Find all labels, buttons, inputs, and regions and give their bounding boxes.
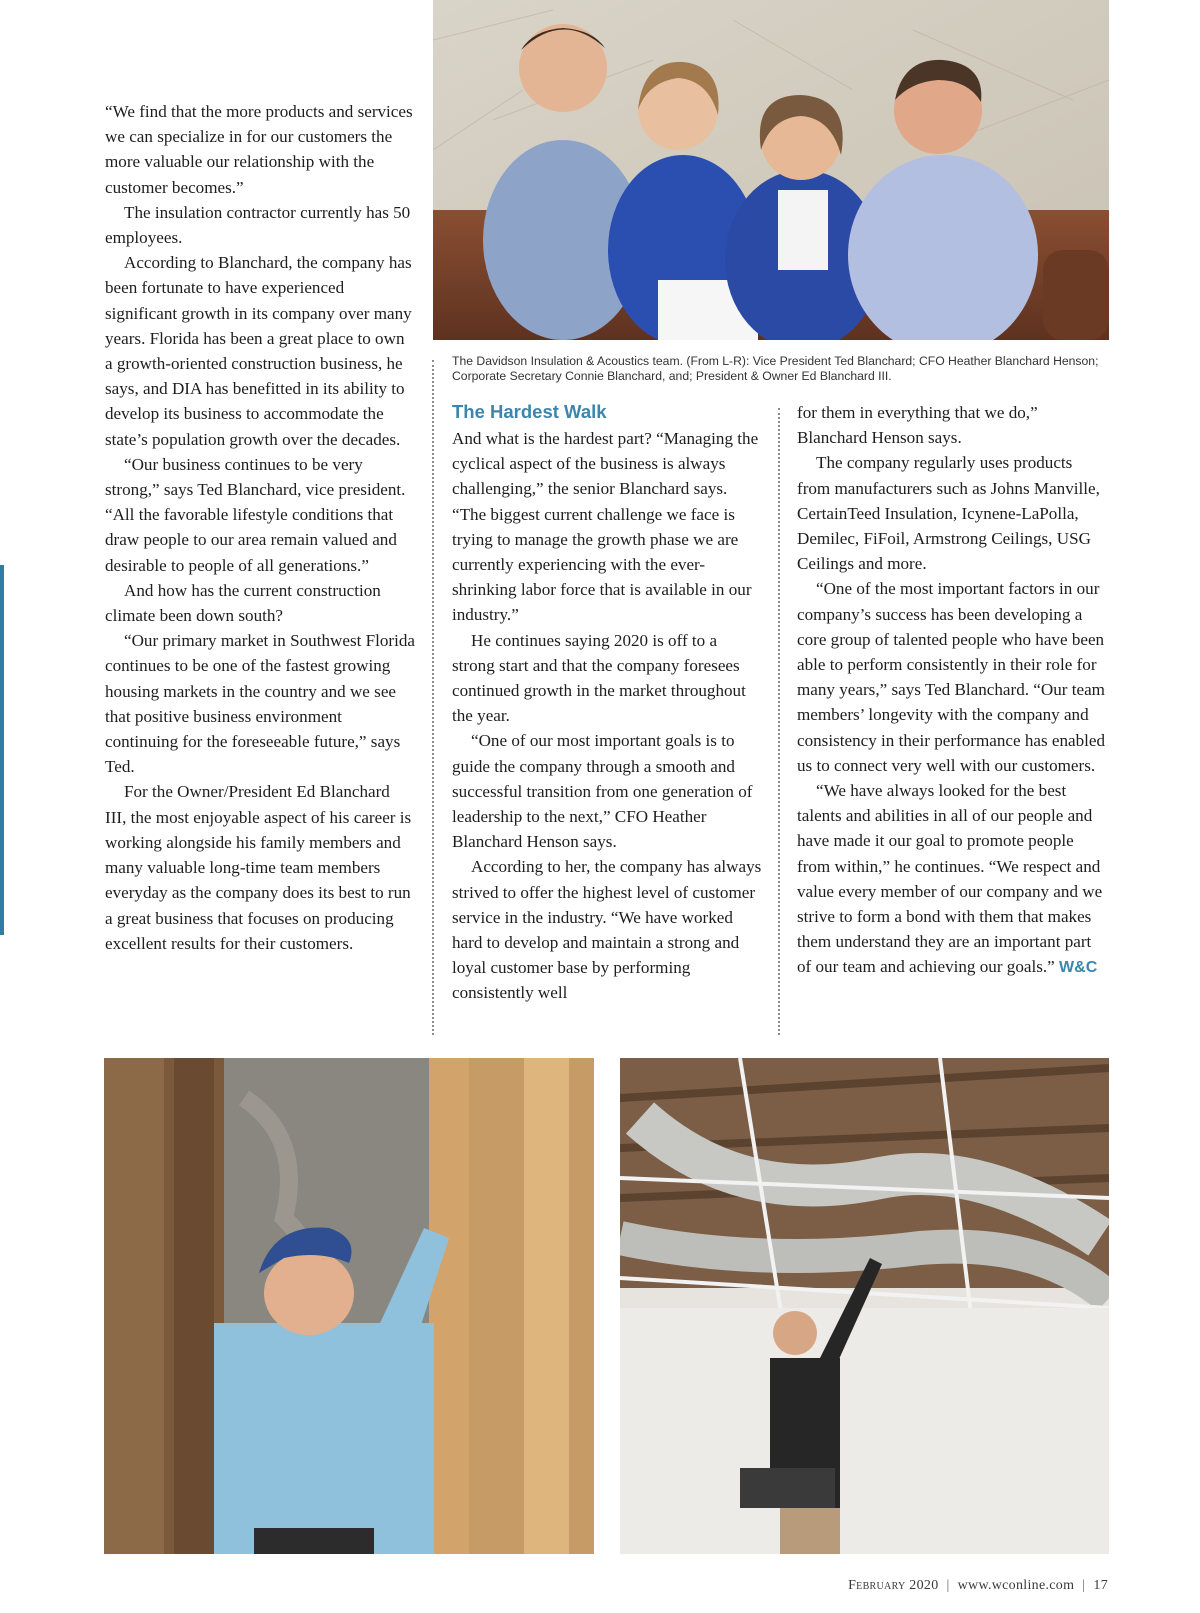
footer-separator: | <box>1082 1578 1086 1593</box>
edge-accent-bar <box>0 565 4 935</box>
paragraph: “One of the most important factors in our company’s success has been developing a core group of talented people who have been able to perform consistently in their role for many years,” says Ted Blanchard. “Our team members’ longevity with the company and consistency in their performance has enabled us to connect very well with our customers. <box>797 579 1106 775</box>
article-column-right <box>797 400 1107 981</box>
website-link[interactable]: www.wconline.com <box>957 1578 1075 1593</box>
paragraph: The insulation contractor currently has 50 employees. <box>105 202 411 248</box>
team-photo-graphic <box>433 0 1109 340</box>
footer-separator: | <box>946 1578 950 1593</box>
column-divider-right <box>778 408 780 1035</box>
article-column-middle <box>452 400 762 1006</box>
team-photo <box>433 0 1109 340</box>
paragraph-text: “We have always looked for the best talents and abilities in all of our people and have made it our goal to promote people from within,” he continues. “We respect and value every member of our company and we strive to form a bond with them that makes them understand they are an important part of our team and achieving our goals.” <box>797 781 1103 977</box>
paragraph: “We find that the more products and services we can specialize in for our customers the more valuable our relationship with the customer becomes.” <box>105 102 413 197</box>
article-column-left <box>105 99 415 956</box>
paragraph: for them in everything that we do,” Blanchard Henson says. <box>797 403 1038 448</box>
ceiling-grid-photo <box>620 1058 1109 1554</box>
paragraph: He continues saying 2020 is off to a strong start and that the company foresees continued growth in the market throughout the year. <box>452 630 746 726</box>
insulation-photo-graphic <box>104 1058 594 1554</box>
issue-date: February 2020 <box>848 1578 939 1593</box>
paragraph: The company regularly uses products from manufacturers such as Johns Manville, CertainTeed Insulation, Icynene-LaPolla, Demilec, FiFoil, Armstrong Ceilings, USG Ceilings and more. <box>797 453 1100 574</box>
page-number: 17 <box>1093 1578 1108 1593</box>
paragraph: “One of our most important goals is to guide the company through a smooth and successful transition from one generation of leadership to the next,” CFO Heather Blanchard Henson says. <box>452 731 753 852</box>
page-footer <box>848 1578 1108 1594</box>
photo-caption: The Davidson Insulation & Acoustics team. (From L-R): Vice President Ted Blanchard; CFO Heather Blanchard Henson; Corporate Secretary Connie Blanchard, and; President & Owner Ed Blanchard III. <box>452 354 1099 383</box>
paragraph: And what is the hardest part? “Managing the cyclical aspect of the business is always challenging,” the senior Blanchard says. “The biggest current challenge we face is trying to manage the growth phase we are currently experiencing with the ever-shrinking labor force that is available in our industry.” <box>452 429 759 625</box>
paragraph-final <box>797 778 1107 981</box>
paragraph: “Our business continues to be very strong,” says Ted Blanchard, vice president. “All the favorable lifestyle conditions that draw people to our area remain valued and desirable to people of all generations.” <box>105 454 406 575</box>
insulation-photo <box>104 1058 594 1554</box>
section-heading: The Hardest Walk <box>452 401 607 422</box>
ceiling-grid-photo-graphic <box>620 1058 1109 1554</box>
column-divider-left <box>432 360 434 1035</box>
paragraph: According to Blanchard, the company has been fortunate to have experienced significant growth in its company over many years. Florida has been a great place to own a growth-oriented construction business, he says, and DIA has benefitted in its ability to develop its business to accommodate the state’s population growth over the decades. <box>105 253 412 449</box>
paragraph: “Our primary market in Southwest Florida continues to be one of the fastest growing housing markets in the country and we see that positive business environment continuing for the foreseeable future,” says Ted. <box>105 631 416 777</box>
end-signoff: W&C <box>1059 959 1098 977</box>
paragraph: For the Owner/President Ed Blanchard III, the most enjoyable aspect of his career is working alongside his family members and many valuable long-time team members everyday as the company does its best to run a great business that focuses on producing excellent results for their customers. <box>105 782 412 953</box>
paragraph: And how has the current construction climate been down south? <box>105 580 381 626</box>
paragraph: According to her, the company has always strived to offer the highest level of customer service in the industry. “We have worked hard to develop and maintain a strong and loyal customer base by performing consistently well <box>452 857 762 1003</box>
